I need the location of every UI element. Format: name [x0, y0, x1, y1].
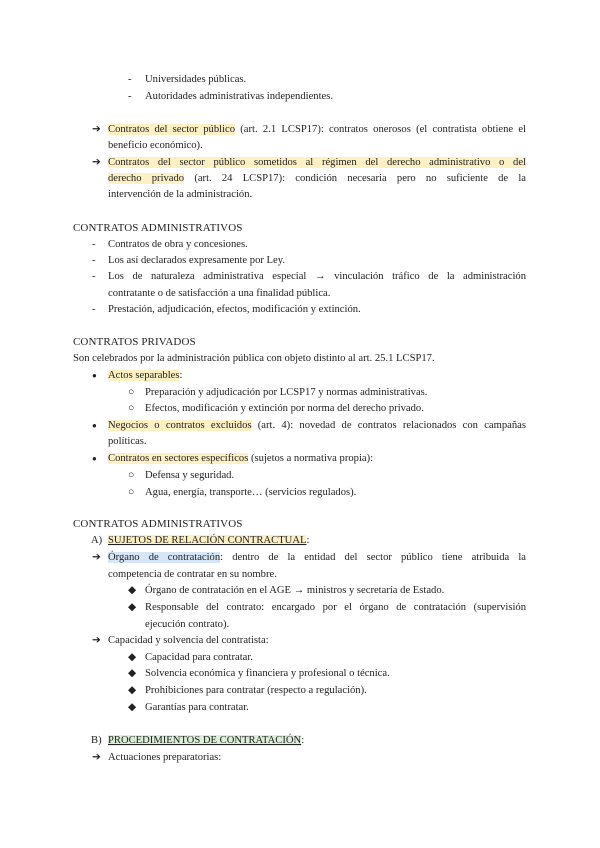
arrow-icon: ➔ [92, 752, 101, 763]
arrow-item-organo: Órgano de contratación: dentro de la entidad del sector público tiene atribuida la [108, 552, 526, 563]
sub-list-item: Preparación y adjudicación por LCSP17 y normas administrativas. [145, 387, 428, 398]
arrow-item-1-line2: beneficio económico). [108, 140, 203, 151]
dash-bullet: - [92, 255, 96, 266]
diamond-bullet-icon: ◆ [128, 585, 137, 596]
sub-list-item: Responsable del contrato: encargado por el órgano de contratación (supervisión [145, 602, 526, 613]
sub-list-item: Agua, energía, transporte… (servicios regulados). [145, 487, 357, 498]
arrow-item-2-line2: derecho privado (art. 24 LCSP17): condición necesaria pero no suficiente de la [108, 173, 526, 184]
arrow-item-organo-line2: competencia de contratar en su nombre. [108, 569, 277, 580]
list-item: Los de naturaleza administrativa especial → vinculación tráfico de la administración [108, 271, 526, 282]
diamond-bullet-icon: ◆ [128, 652, 137, 663]
arrow-item-1: Contratos del sector público (art. 2.1 LCSP17): contratos onerosos (el contratista obtiene el [108, 124, 527, 135]
list-item: Prestación, adjudicación, efectos, modificación y extinción. [108, 304, 361, 315]
sub-list-item: Solvencia económica y financiera y profesional o técnica. [145, 668, 390, 679]
heading-label-b: B) [91, 735, 102, 746]
list-item: Contratos de obra y concesiones. [108, 239, 248, 250]
section-title-contratos-administrativos: CONTRATOS ADMINISTRATIVOS [73, 222, 243, 234]
arrow-icon: ➔ [92, 157, 101, 168]
heading-procedimientos: PROCEDIMIENTOS DE CONTRATACIÓN: [108, 735, 305, 746]
section-title-contratos-privados: CONTRATOS PRIVADOS [73, 336, 196, 348]
sub-list-item: Garantías para contratar. [145, 702, 249, 713]
sub-list-item: Órgano de contratación en el AGE → ministros y secretaría de Estado. [145, 585, 445, 596]
arrow-item-2: Contratos del sector público sometidos al régimen del derecho administrativo o del [108, 157, 526, 168]
circle-bullet-icon: ○ [128, 470, 135, 481]
bullet-icon: ● [92, 421, 97, 430]
list-item: Autoridades administrativas independientes. [145, 91, 333, 102]
sub-list-item: Efectos, modificación y extinción por norma del derecho privado. [145, 403, 424, 414]
diamond-bullet-icon: ◆ [128, 685, 137, 696]
highlight-contratos-sector-publico: Contratos del sector público [108, 124, 236, 135]
dash-bullet: - [92, 239, 96, 250]
bullet-continuation: políticas. [108, 436, 147, 447]
bullet-actos-separables: Actos separables: [108, 370, 183, 381]
sub-list-item: Prohibiciones para contratar (respecto a regulación). [145, 685, 367, 696]
list-item: Universidades públicas. [145, 74, 247, 85]
bullet-icon: ● [92, 454, 97, 463]
section-title-contratos-administrativos-2: CONTRATOS ADMINISTRATIVOS [73, 518, 243, 530]
heading-label-a: A) [91, 535, 103, 546]
bullet-sectores-especificos: Contratos en sectores específicos (sujetos a normativa propia): [108, 453, 374, 464]
diamond-bullet-icon: ◆ [128, 702, 137, 713]
circle-bullet-icon: ○ [128, 387, 135, 398]
diamond-bullet-icon: ◆ [128, 602, 137, 613]
heading-sujetos-relacion: SUJETOS DE RELACIÓN CONTRACTUAL: [108, 535, 310, 546]
arrow-item-actuaciones: Actuaciones preparatorias: [108, 752, 222, 763]
sub-list-item-continuation: ejecución contrato). [145, 619, 230, 630]
arrow-icon: ➔ [92, 552, 101, 563]
list-item-continuation: contratante o de satisfacción a una finalidad pública. [108, 288, 331, 299]
arrow-icon: ➔ [92, 124, 101, 135]
circle-bullet-icon: ○ [128, 403, 135, 414]
diamond-bullet-icon: ◆ [128, 668, 137, 679]
dash-bullet: - [128, 74, 132, 85]
arrow-item-2-line3: intervención de la administración. [108, 189, 253, 200]
arrow-icon: ➔ [92, 635, 101, 646]
sub-list-item: Capacidad para contratar. [145, 652, 253, 663]
dash-bullet: - [92, 271, 96, 282]
sub-list-item: Defensa y seguridad. [145, 470, 235, 481]
list-item: Los así declarados expresamente por Ley. [108, 255, 285, 266]
arrow-item-capacidad: Capacidad y solvencia del contratista: [108, 635, 269, 646]
section-intro: Son celebrados por la administración pública con objeto distinto al art. 25.1 LCSP17. [73, 353, 435, 364]
dash-bullet: - [92, 304, 96, 315]
bullet-icon: ● [92, 371, 97, 380]
circle-bullet-icon: ○ [128, 487, 135, 498]
dash-bullet: - [128, 91, 132, 102]
bullet-negocios-excluidos: Negocios o contratos excluidos (art. 4): novedad de contratos relacionados con campañas [108, 420, 526, 431]
